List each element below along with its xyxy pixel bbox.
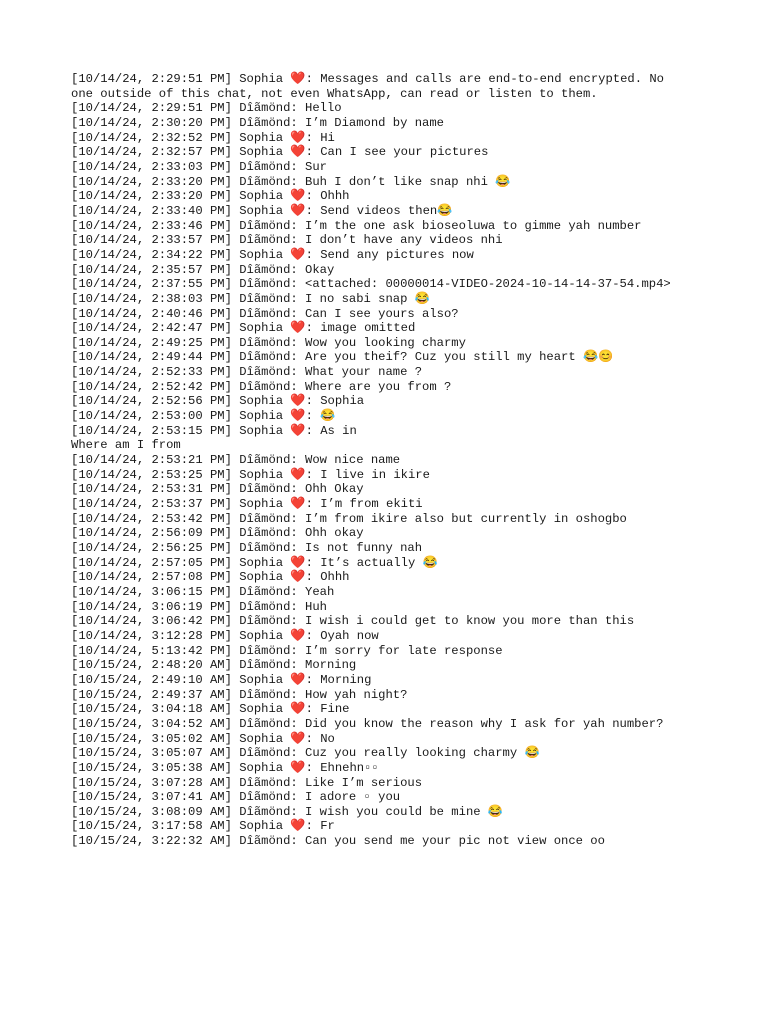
- transcript-line: [10/14/24, 2:56:25 PM] Dîãmönd: Is not funny nah: [71, 541, 423, 555]
- transcript-line: [10/14/24, 2:52:42 PM] Dîãmönd: Where are you from ?: [71, 379, 452, 394]
- transcript-line: [10/14/24, 2:56:09 PM] Dîãmönd: Ohh okay: [71, 526, 364, 541]
- transcript-line: [10/14/24, 2:53:37 PM] Sophia ❤️: I’m from ekiti: [71, 497, 423, 512]
- transcript-line: [10/14/24, 2:33:46 PM] Dîãmönd: I’m the one ask bioseoluwa to gimme yah number: [71, 218, 642, 233]
- transcript-line: [10/14/24, 3:06:19 PM] Dîãmönd: Huh: [71, 599, 327, 614]
- transcript-line: [10/14/24, 3:12:28 PM] Sophia ❤️: Oyah now: [71, 628, 379, 643]
- transcript-line: [10/14/24, 2:57:08 PM] Sophia ❤️: Ohhh: [71, 570, 350, 585]
- transcript-line: [10/15/24, 3:22:32 AM] Dîãmönd: Can you send me your pic not view once oo: [71, 834, 605, 849]
- transcript-line: [10/14/24, 2:49:25 PM] Dîãmönd: Wow you looking charmy: [71, 335, 466, 350]
- transcript-line: [10/14/24, 2:33:57 PM] Dîãmönd: I don’t have any videos nhi: [71, 233, 503, 248]
- transcript-line: [10/14/24, 2:53:21 PM] Dîãmönd: Wow nice name: [71, 453, 401, 468]
- transcript-line: [10/14/24, 3:06:42 PM] Dîãmönd: I wish i could get to know you more than this: [71, 614, 635, 629]
- transcript-line: [10/14/24, 2:33:20 PM] Dîãmönd: Buh I don’t like snap nhi 😂: [71, 174, 511, 189]
- transcript-line: Where am I from: [71, 438, 181, 453]
- transcript-line: [10/14/24, 2:29:51 PM] Dîãmönd: Hello: [71, 101, 342, 116]
- transcript-line: [10/14/24, 2:34:22 PM] Sophia ❤️: Send any pictures now: [71, 247, 474, 262]
- transcript-line: [10/14/24, 2:38:03 PM] Dîãmönd: I no sabi snap 😂: [71, 291, 430, 306]
- transcript-line: [10/14/24, 2:32:57 PM] Sophia ❤️: Can I see your pictures: [71, 145, 489, 160]
- transcript-line: [10/14/24, 2:33:20 PM] Sophia ❤️: Ohhh: [71, 189, 350, 204]
- transcript-line: [10/14/24, 2:53:42 PM] Dîãmönd: I’m from ikire also but currently in oshogbo: [71, 511, 627, 526]
- transcript-line: [10/14/24, 2:52:56 PM] Sophia ❤️: Sophia: [71, 394, 365, 409]
- transcript-line: [10/14/24, 2:33:03 PM] Dîãmönd: Sur: [71, 159, 327, 174]
- transcript-line: [10/15/24, 2:48:20 AM] Dîãmönd: Morning: [71, 658, 357, 673]
- transcript-line: [10/14/24, 2:40:46 PM] Dîãmönd: Can I see yours also?: [71, 306, 459, 321]
- transcript-line: [10/15/24, 3:04:18 AM] Sophia ❤️: Fine: [71, 702, 350, 717]
- transcript-line: one outside of this chat, not even WhatsApp, can read or listen to them.: [71, 86, 598, 101]
- transcript-line: [10/15/24, 3:05:02 AM] Sophia ❤️: No: [71, 731, 335, 746]
- transcript-line: [10/14/24, 2:49:44 PM] Dîãmönd: Are you theif? Cuz you still my heart 😂😊: [71, 350, 614, 365]
- transcript-line: [10/14/24, 2:35:57 PM] Dîãmönd: Okay: [71, 262, 335, 277]
- transcript-line: [10/14/24, 2:42:47 PM] Sophia ❤️: image omitted: [71, 321, 416, 336]
- transcript-line: [10/14/24, 2:32:52 PM] Sophia ❤️: Hi: [71, 130, 335, 145]
- transcript-line: [10/15/24, 3:07:41 AM] Dîãmönd: I adore ▫ you: [71, 790, 401, 805]
- transcript-line: [10/14/24, 5:13:42 PM] Dîãmönd: I’m sorry for late response: [71, 643, 503, 658]
- transcript-line: [10/15/24, 3:08:09 AM] Dîãmönd: I wish you could be mine 😂: [71, 804, 504, 819]
- transcript-line: [10/14/24, 2:52:33 PM] Dîãmönd: What your name ?: [71, 365, 423, 380]
- transcript-line: [10/14/24, 2:53:25 PM] Sophia ❤️: I live in ikire: [71, 467, 430, 482]
- transcript-line: [10/14/24, 2:33:40 PM] Sophia ❤️: Send videos then😂: [71, 203, 453, 218]
- transcript-line: [10/15/24, 2:49:37 AM] Dîãmönd: How yah night?: [71, 687, 408, 702]
- transcript-line: [10/14/24, 2:29:51 PM] Sophia ❤️: Messages and calls are end-to-end encrypted. No: [71, 72, 664, 86]
- transcript-line: [10/14/24, 2:53:00 PM] Sophia ❤️: 😂: [71, 409, 336, 424]
- transcript-line: [10/14/24, 2:57:05 PM] Sophia ❤️: It’s actually 😂: [71, 555, 438, 570]
- transcript-line: [10/15/24, 3:07:28 AM] Dîãmönd: Like I’m serious: [71, 775, 423, 790]
- transcript-line: [10/14/24, 2:53:31 PM] Dîãmönd: Ohh Okay: [71, 482, 364, 497]
- transcript-line: [10/15/24, 3:17:58 AM] Sophia ❤️: Fr: [71, 819, 335, 834]
- transcript-line: [10/15/24, 3:05:07 AM] Dîãmönd: Cuz you really looking charmy 😂: [71, 746, 540, 761]
- transcript-line: [10/14/24, 3:06:15 PM] Dîãmönd: Yeah: [71, 584, 335, 599]
- transcript-line: [10/15/24, 3:05:38 AM] Sophia ❤️: Ehnehn▫▫: [71, 760, 379, 775]
- transcript-line: [10/15/24, 3:04:52 AM] Dîãmönd: Did you know the reason why I ask for yah number?: [71, 716, 664, 731]
- transcript-line: [10/14/24, 2:30:20 PM] Dîãmönd: I’m Diamond by name: [71, 115, 444, 130]
- chat-transcript: [71, 72, 711, 849]
- transcript-line: [10/15/24, 2:49:10 AM] Sophia ❤️: Morning: [71, 672, 372, 687]
- transcript-line: [10/14/24, 2:53:15 PM] Sophia ❤️: As in: [71, 423, 357, 438]
- transcript-line: [10/14/24, 2:37:55 PM] Dîãmönd: <attached: 00000014-VIDEO-2024-10-14-14-37-54.mp4>: [71, 277, 671, 292]
